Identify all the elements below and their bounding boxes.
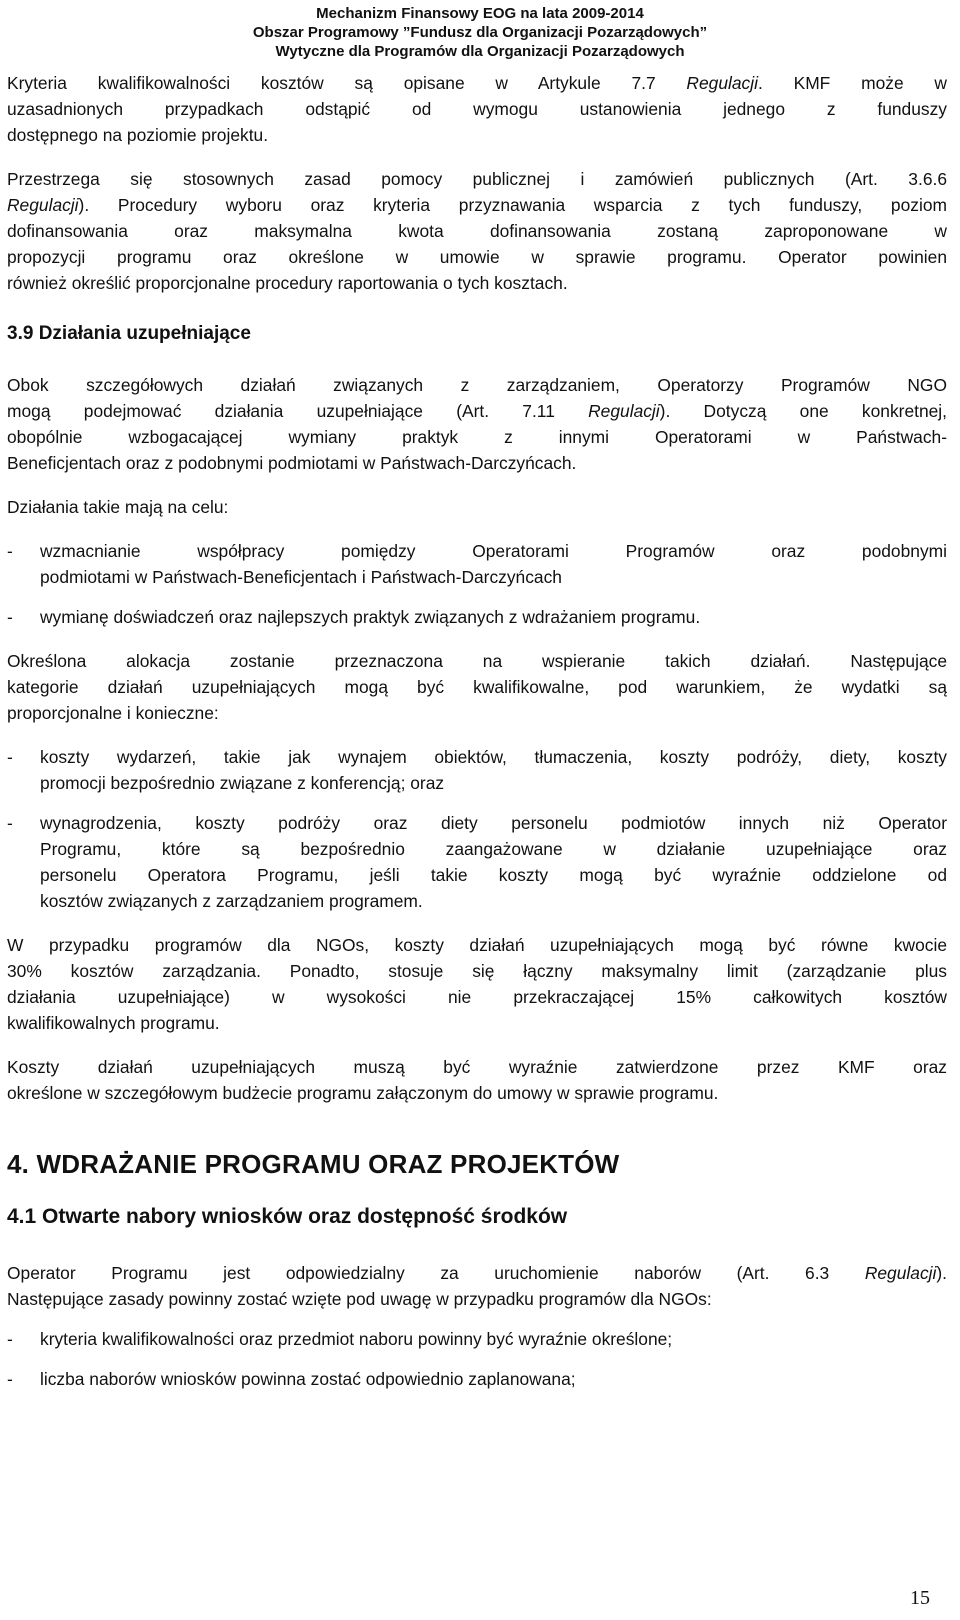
section-heading-3-9: 3.9 Działania uzupełniające [7,323,251,344]
text-line: Beneficjentach oraz z podobnymi podmiotami w Państwach-Darczyńcach. [7,453,577,473]
list-dash: - [7,607,13,627]
header-line-2: Obszar Programowy ”Fundusz dla Organizacji Pozarządowych” [252,24,708,41]
section-heading-4-1: 4.1 Otwarte nabory wniosków oraz dostępność środków [7,1205,568,1228]
list-dash: - [7,747,13,767]
text-line: dofinansowania oraz maksymalna kwota dofinansowania zostaną zaproponowane w [7,221,947,241]
text-line: kosztów związanych z zarządzaniem programem. [40,891,423,911]
text-line: personelu Operatora Programu, jeśli takie koszty mogą być wyraźnie oddzielone od [40,865,947,885]
text-line: kryteria kwalifikowalności oraz przedmiot naboru powinny być wyraźnie określone; [40,1329,673,1349]
paragraph-allocation [7,648,947,726]
text-line: Następujące zasady powinny zostać wzięte pod uwagę w przypadku programów dla NGOs: [7,1289,712,1309]
text-line: Regulacji). Procedury wyboru oraz kryteria przyznawania wsparcia z tych funduszy, poziom [7,195,947,215]
text-line: Kryteria kwalifikowalności kosztów są opisane w Artykule 7.7 Regulacji. KMF może w [7,73,947,93]
chapter-heading-4: 4. WDRAŻANIE PROGRAMU ORAZ PROJEKTÓW [7,1149,620,1179]
text-line: uzasadnionych przypadkach odstąpić od wymogu ustanowienia jednego z funduszy [7,99,947,119]
list-dash: - [7,813,13,833]
list-dash: - [7,541,13,561]
text-line: Programu, które są bezpośrednio zaangażowane w działanie uzupełniające oraz [40,839,947,859]
running-header [0,4,960,61]
list-dash: - [7,1329,13,1349]
text-line: podmiotami w Państwach-Beneficjentach i Państwach-Darczyńcach [40,567,562,587]
text-line: W przypadku programów dla NGOs, koszty działań uzupełniających mogą być równe kwocie [7,935,947,955]
text-line: dostępnego na poziomie projektu. [7,125,269,145]
text-line: proporcjonalne i konieczne: [7,703,219,723]
text-line: liczba naborów wniosków powinna zostać odpowiednio zaplanowana; [40,1369,576,1389]
list-item [7,744,947,796]
text-line: wynagrodzenia, koszty podróży oraz diety personelu podmiotów innych niż Operator [40,813,947,833]
paragraph-complementary-actions [7,372,947,476]
text-line: Koszty działań uzupełniających muszą być wyraźnie zatwierdzone przez KMF oraz [7,1057,947,1077]
paragraph-state-aid [7,166,947,296]
paragraph-approval [7,1054,947,1106]
list-item [7,1366,947,1392]
text-line: 30% kosztów zarządzania. Ponadto, stosuje się łączny maksymalny limit (zarządzanie plus [7,961,947,981]
list-item [7,810,947,914]
text-line: koszty wydarzeń, takie jak wynajem obiektów, tłumaczenia, koszty podróży, diety, koszty [40,747,947,767]
text-line: określone w szczegółowym budżecie programu załączonym do umowy w sprawie programu. [7,1083,719,1103]
text-line: promocji bezpośrednio związane z konferencją; oraz [40,773,445,793]
text-line: kategorie działań uzupełniających mogą być kwalifikowalne, pod warunkiem, że wydatki są [7,677,947,697]
text-line: mogą podejmować działania uzupełniające (Art. 7.11 Regulacji). Dotyczą one konkretnej, [7,401,947,421]
page-number: 15 [910,1587,930,1609]
text-line: również określić proporcjonalne procedury raportowania o tych kosztach. [7,273,568,293]
list-dash: - [7,1369,13,1389]
text-line: propozycji programu oraz określone w umowie w sprawie programu. Operator powinien [7,247,947,267]
header-line-1: Mechanizm Finansowy EOG na lata 2009-2014 [316,5,644,22]
header-line-3: Wytyczne dla Programów dla Organizacji Pozarządowych [275,43,685,60]
paragraph-eligibility [7,70,947,148]
text-line: wzmacnianie współpracy pomiędzy Operatorami Programów oraz podobnymi [40,541,947,561]
list-item [7,1326,947,1352]
text-line: Obok szczegółowych działań związanych z zarządzaniem, Operatorzy Programów NGO [7,375,947,395]
text-line: kwalifikowalnych programu. [7,1013,220,1033]
text-line: Operator Programu jest odpowiedzialny za uruchomienie naborów (Art. 6.3 Regulacji). [7,1263,947,1283]
text-line: Działania takie mają na celu: [7,497,229,517]
list-item [7,604,947,630]
text-line: działania uzupełniające) w wysokości nie przekraczającej 15% całkowitych kosztów [7,987,947,1007]
paragraph-operator-calls [7,1260,947,1312]
paragraph-goals-intro [7,494,947,520]
text-line: wymianę doświadczeń oraz najlepszych praktyk związanych z wdrażaniem programu. [40,607,701,627]
list-item [7,538,947,590]
document-body [7,70,947,1392]
text-line: Określona alokacja zostanie przeznaczona na wspieranie takich działań. Następujące [7,651,947,671]
paragraph-ngo-costs [7,932,947,1036]
text-line: obopólnie wzbogacającej wymiany praktyk z innymi Operatorami w Państwach- [7,427,947,447]
text-line: Przestrzega się stosownych zasad pomocy publicznej i zamówień publicznych (Art. 3.6.6 [7,169,947,189]
